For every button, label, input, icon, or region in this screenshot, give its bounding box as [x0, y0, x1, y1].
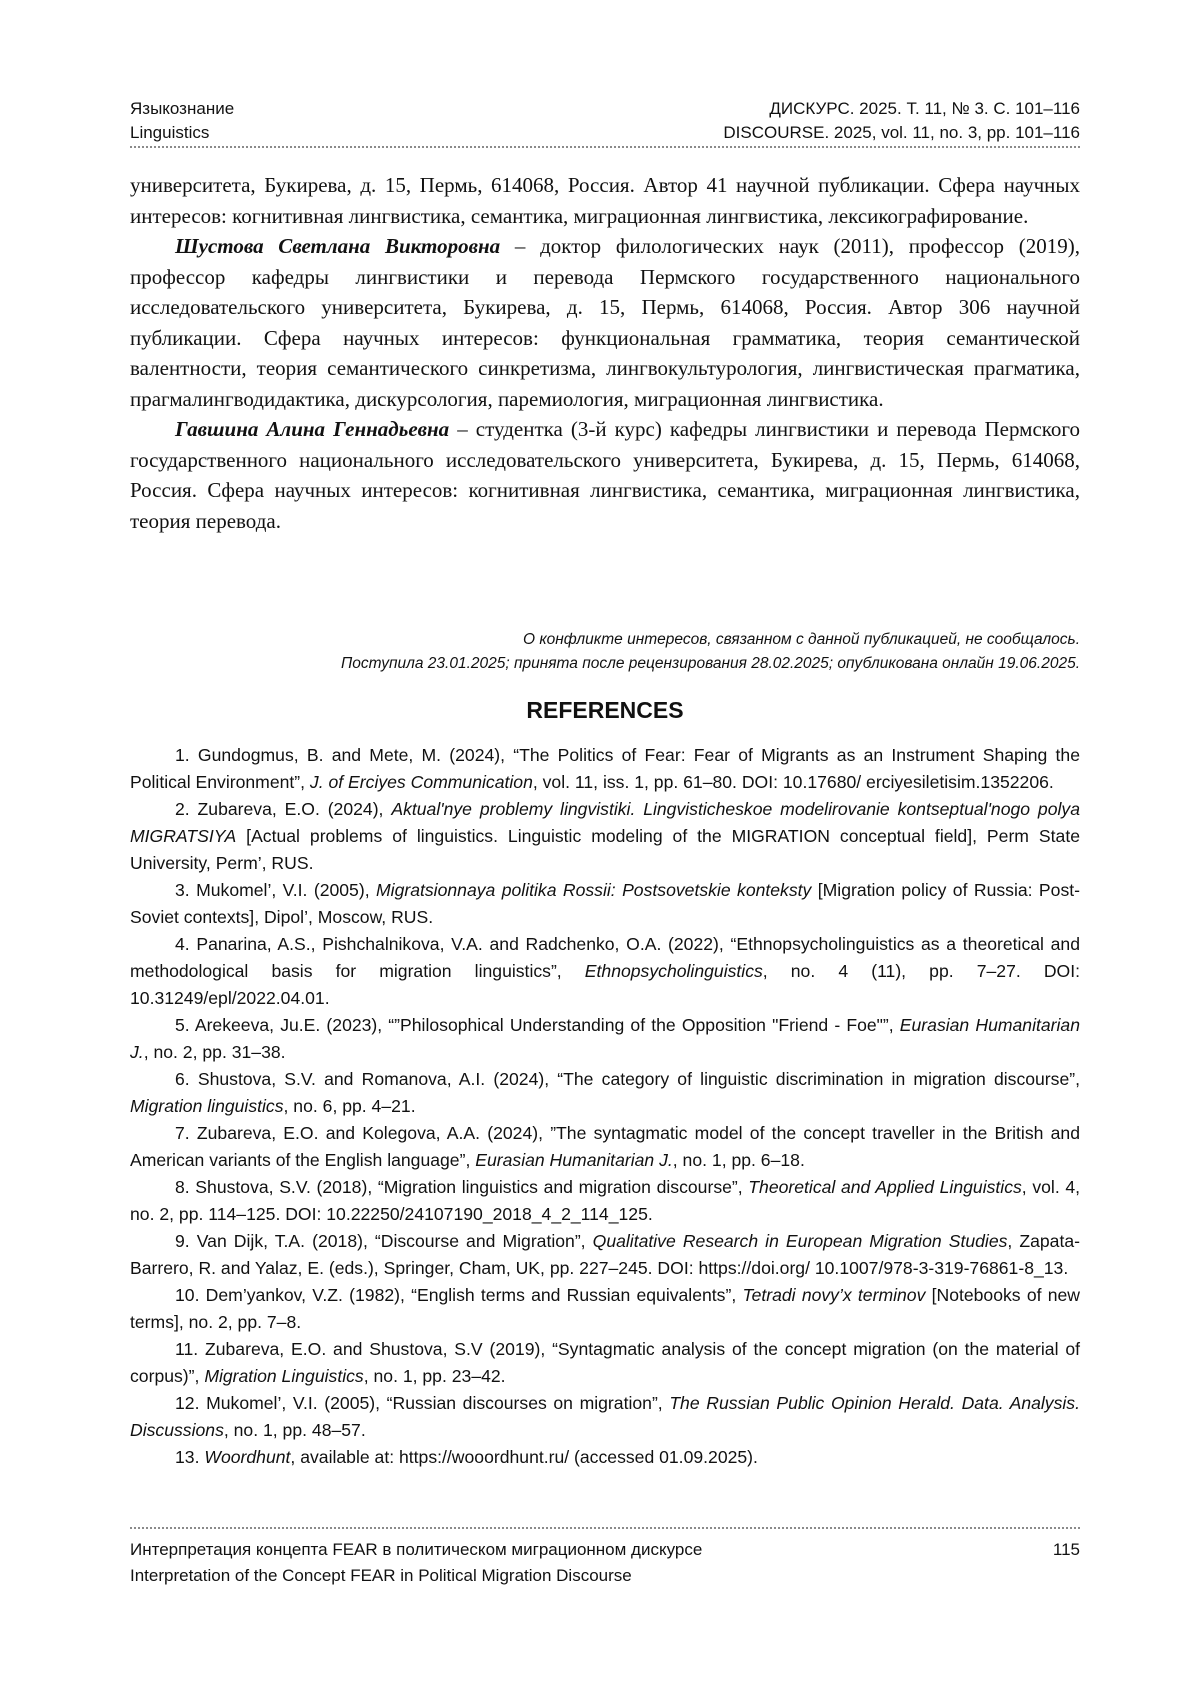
references-heading: REFERENCES — [526, 697, 684, 723]
reference-item — [130, 1012, 1080, 1066]
reference-item — [130, 1120, 1080, 1174]
reference-text: 2. Zubareva, E.O. (2024), — [175, 799, 392, 819]
reference-source: Qualitative Research in European Migration Studies — [592, 1231, 1008, 1251]
reference-item — [130, 1390, 1080, 1444]
publication-notes — [130, 628, 1080, 676]
running-header — [130, 97, 1080, 145]
publication-dates: Поступила 23.01.2025; принята после рецензирования 28.02.2025; опубликована онлайн 19.06.2025. — [341, 655, 1080, 672]
reference-source: Tetradi novy’x terminov — [742, 1285, 926, 1305]
reference-source: J. of Erciyes Communication — [309, 772, 533, 792]
reference-text: 11. Zubareva, E.O. and Shustova, S.V (2019), “Syntagmatic analysis of the concept migration (on the material of corpus)”, — [130, 1339, 1080, 1386]
footer-title-en: Interpretation of the Concept FEAR in Political Migration Discourse — [130, 1566, 632, 1585]
reference-item — [130, 1174, 1080, 1228]
citation-en: DISCOURSE. 2025, vol. 11, no. 3, pp. 101–116 — [723, 123, 1080, 142]
footer-divider — [130, 1527, 1080, 1529]
reference-item — [130, 1228, 1080, 1282]
reference-text: , no. 1, pp. 23–42. — [363, 1366, 506, 1386]
reference-source: Aktual'nye problemy lingvistiki. Lingvisticheskoe modelirovanie kontseptual'nogo polya MIGRATSIYA — [130, 799, 1080, 846]
reference-text: , no. 4 (11), pp. 7–27. DOI: 10.31249/epl/2022.04.01. — [130, 961, 1081, 1008]
reference-text: 7. Zubareva, E.O. and Kolegova, A.A. (2024), ”The syntagmatic model of the concept traveller in the British and American variants of the English language”, — [130, 1123, 1080, 1170]
reference-source: Ethnopsycholinguistics — [584, 961, 763, 981]
author-name: Гавшина Алина Геннадьевна — [175, 417, 450, 441]
running-footer — [130, 1537, 1080, 1589]
reference-item — [130, 877, 1080, 931]
reference-source: Woordhunt — [204, 1447, 291, 1467]
reference-item — [130, 742, 1080, 796]
reference-item — [130, 1336, 1080, 1390]
reference-text: [Notebooks of new terms], no. 2, pp. 7–8. — [130, 1285, 1080, 1332]
reference-source: Eurasian Humanitarian J. — [475, 1150, 673, 1170]
section-en: Linguistics — [130, 123, 210, 142]
reference-item — [130, 1282, 1080, 1336]
author-name: Шустова Светлана Викторовна — [175, 234, 501, 258]
bio-text: – доктор филологических наук (2011), профессор (2019), профессор кафедры лингвистики и перевода Пермского государственного национального исследовательского университета, Букирева, д. 15, Пермь, 614068, Россия. Автор 306 научной публикации. Сфера научных интересов: функциональная грамматика, теория семантической валентности, теория семантического синкретизма, лингвокультурология, лингвистическая прагматика, прагмалингводидактика, дискурсология, паремиология, миграционная лингвистика. — [130, 234, 1080, 411]
reference-text: , no. 6, pp. 4–21. — [283, 1096, 416, 1116]
citation-ru: ДИСКУРС. 2025. Т. 11, № 3. С. 101–116 — [769, 99, 1080, 118]
reference-source: The Russian Public Opinion Herald. Data. Analysis. Discussions — [130, 1393, 1080, 1440]
header-divider — [130, 146, 1080, 148]
bio-gavshina — [130, 414, 1080, 536]
reference-text: , vol. 4, no. 2, pp. 114–125. DOI: 10.22250/24107190_2018_4_2_114_125. — [130, 1177, 1081, 1224]
journal-page — [130, 0, 1080, 1697]
bio-shustova — [130, 231, 1080, 414]
reference-text: , no. 1, pp. 6–18. — [672, 1150, 805, 1170]
reference-text: 9. Van Dijk, T.A. (2018), “Discourse and Migration”, — [175, 1231, 593, 1251]
reference-source: Theoretical and Applied Linguistics — [748, 1177, 1022, 1197]
reference-item — [130, 931, 1080, 1012]
conflict-statement: О конфликте интересов, связанном с данной публикацией, не сообщалось. — [522, 631, 1080, 648]
reference-text: , available at: https://wooordhunt.ru/ (accessed 01.09.2025). — [290, 1447, 758, 1467]
reference-text: , no. 2, pp. 31–38. — [143, 1042, 286, 1062]
reference-text: 10. Dem’yankov, V.Z. (1982), “English terms and Russian equivalents”, — [175, 1285, 743, 1305]
reference-text: 1. Gundogmus, B. and Mete, M. (2024), “The Politics of Fear: Fear of Migrants as an Instrument Shaping the Political Environment”, — [130, 745, 1080, 792]
reference-source: Eurasian Humanitarian J. — [130, 1015, 1080, 1062]
reference-text: , Zapata-Barrero, R. and Yalaz, E. (eds.), Springer, Cham, UK, pp. 227–245. DOI: https://doi.org/ 10.1007/978-3-319-76861-8_13. — [130, 1231, 1080, 1278]
reference-item — [130, 1444, 1080, 1471]
bio-continuation: университета, Букирева, д. 15, Пермь, 614068, Россия. Автор 41 научной публикации. Сфера научных интересов: когнитивная лингвистика, семантика, миграционная лингвистика, лексикографирование. — [130, 173, 1080, 228]
author-bios — [130, 170, 1080, 536]
reference-text: [Actual problems of linguistics. Linguistic modeling of the MIGRATION conceptual field], Perm State University, Perm’, RUS. — [130, 826, 1080, 873]
reference-source: Migration Linguistics — [204, 1366, 364, 1386]
reference-text: , no. 1, pp. 48–57. — [223, 1420, 366, 1440]
reference-item — [130, 796, 1080, 877]
section-ru: Языкознание — [130, 99, 235, 118]
reference-text: [Migration policy of Russia: Post-Soviet contexts], Dipol’, Moscow, RUS. — [130, 880, 1080, 927]
bio-text: – студентка (3-й курс) кафедры лингвистики и перевода Пермского государственного национального исследовательского университета, Букирева, д. 15, Пермь, 614068, Россия. Сфера научных интересов: когнитивная лингвистика, семантика, миграционная лингвистика, теория перевода. — [130, 417, 1080, 533]
reference-text: , vol. 11, iss. 1, pp. 61–80. DOI: 10.17680/ erciyesiletisim.1352206. — [532, 772, 1054, 792]
reference-text: 4. Panarina, A.S., Pishchalnikova, V.A. and Radchenko, O.A. (2022), “Ethnopsycholinguistics as a theoretical and methodological basis for migration linguistics”, — [130, 934, 1080, 981]
references-list — [130, 742, 1080, 1471]
footer-title-ru: Интерпретация концепта FEAR в политическом миграционном дискурсе — [130, 1540, 703, 1559]
reference-source: Migratsionnaya politika Rossii: Postsovetskie konteksty — [376, 880, 812, 900]
reference-text: 12. Mukomel’, V.I. (2005), “Russian discourses on migration”, — [175, 1393, 670, 1413]
reference-text: 3. Mukomel’, V.I. (2005), — [175, 880, 376, 900]
reference-text: 13. — [175, 1447, 205, 1467]
reference-text: 5. Arekeeva, Ju.E. (2023), “”Philosophical Understanding of the Opposition "Friend - Foe"”, — [175, 1015, 900, 1035]
page-number: 115 — [1052, 1540, 1080, 1559]
reference-item — [130, 1066, 1080, 1120]
reference-source: Migration linguistics — [130, 1096, 284, 1116]
reference-text: 6. Shustova, S.V. and Romanova, A.I. (2024), “The category of linguistic discrimination in migration discourse”, — [175, 1069, 1080, 1089]
reference-text: 8. Shustova, S.V. (2018), “Migration linguistics and migration discourse”, — [175, 1177, 749, 1197]
